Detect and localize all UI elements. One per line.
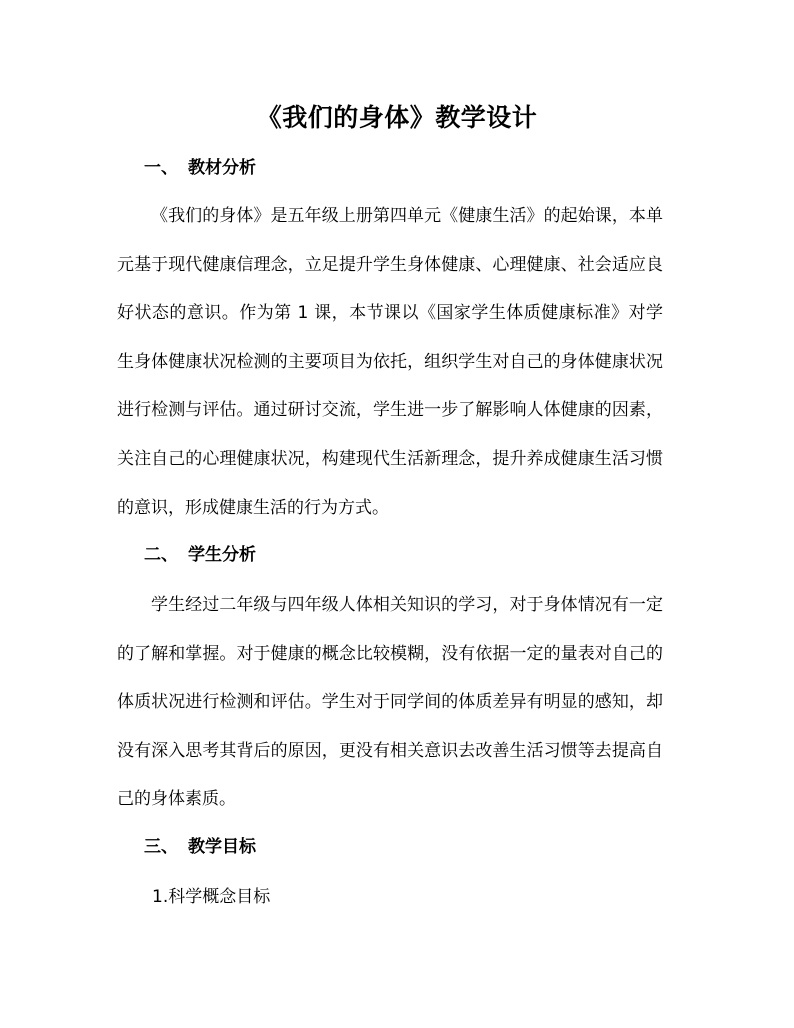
section-title-2: 学生分析 [188,545,256,565]
section-heading-1 [144,155,256,181]
document-title: 《我们的身体》教学设计 [256,103,538,132]
section-title-3: 教学目标 [188,837,256,857]
section-subitem-1: 1.科学概念目标 [152,887,271,907]
section-number-3: 三、 [144,837,178,857]
section-number-2: 二、 [144,545,178,565]
section-paragraph-1: 《我们的身体》是五年级上册第四单元《健康生活》的起始课，本单元基于现代健康信理念，立足提升学生身体健康、心理健康、社会适应良好状态的意识。作为第 1 课，本节课以《国家学生体质健康标准》对学生身体健康状况检测的主要项目为依托，组织学生对自己的身体健康状况进行检测与评估。通过研讨交流，学生进一步了解影响人体健康的因素，关注自己的心理健康状况，构建现代生活新理念，提升养成健康生活习惯的意识，形成健康生活的行为方式。 [117,206,663,518]
section-heading-2 [144,542,256,568]
section-number-1: 一、 [144,158,178,178]
section-heading-3 [144,834,256,860]
section-title-1: 教材分析 [188,158,256,178]
section-paragraph-2: 学生经过二年级与四年级人体相关知识的学习，对于身体情况有一定的了解和掌握。对于健康的概念比较模糊，没有依据一定的量表对自己的体质状况进行检测和评估。学生对于同学间的体质差异有明显的感知，却没有深入思考其背后的原因，更没有相关意识去改善生活习惯等去提高自己的身体素质。 [117,595,663,810]
